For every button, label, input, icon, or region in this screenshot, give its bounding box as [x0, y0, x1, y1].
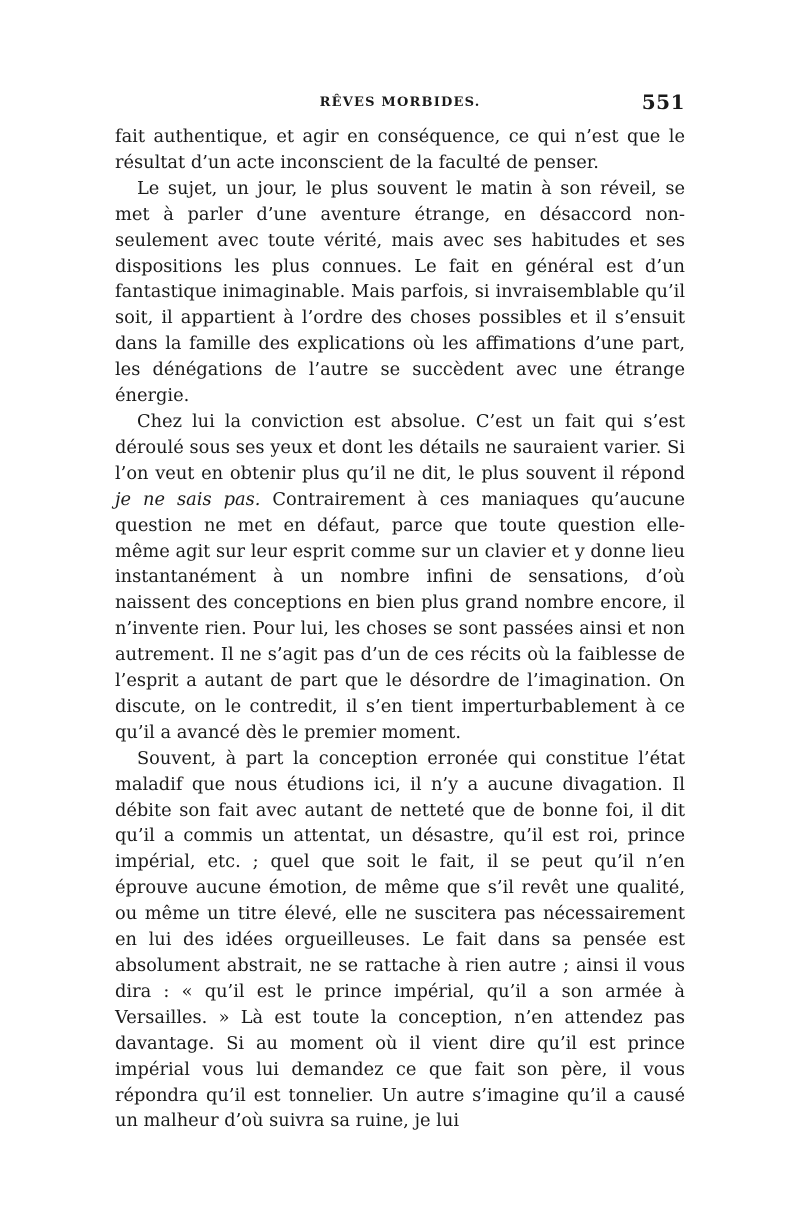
- paragraph-text: Contrairement à ces maniaques qu’aucune question ne met en défaut, parce que toute question elle-même agit sur leur esprit comme sur un clavier et y donne lieu instantanément à un nombre infini de sensations, d’où naissent des conceptions en bien plus grand nombre encore, il n’invente rien. Pour lui, les choses se sont passées ainsi et non autrement. Il ne s’agit pas d’un de ces récits où la faiblesse de l’esprit a autant de part que le désordre de l’imagination. On discute, on le contredit, il s’en tient imperturbablement à ce qu’il a avancé dès le premier moment.: [115, 488, 685, 743]
- paragraph: [115, 409, 685, 746]
- italic-quote: je ne sais pas.: [115, 488, 261, 510]
- book-page: [115, 92, 685, 1134]
- body-text: [115, 124, 685, 1134]
- running-head: [115, 92, 685, 118]
- paragraph: Souvent, à part la conception erronée qui constitue l’état maladif que nous étudions ici, il n’y a aucune divagation. Il débite son fait avec autant de netteté que de bonne foi, il dit qu’il a commis un attentat, un désastre, qu’il est roi, prince impérial, etc. ; quel que soit le fait, il se peut qu’il n’en éprouve aucune émotion, de même que s’il revêt une qualité, ou même un titre élevé, elle ne suscitera pas nécessairement en lui des idées orgueilleuses. Le fait dans sa pensée est absolument abstrait, ne se rattache à rien autre ; ainsi il vous dira : « qu’il est le prince impérial, qu’il a son armée à Versailles. » Là est toute la conception, n’en attendez pas davantage. Si au moment où il vient dire qu’il est prince impérial vous lui demandez ce que fait son père, il vous répondra qu’il est tonnelier. Un autre s’imagine qu’il a causé un malheur d’où suivra sa ruine, je lui: [115, 747, 685, 1132]
- page-number: 551: [641, 90, 685, 114]
- paragraph-text: Chez lui la conviction est absolue. C’est un fait qui s’est déroulé sous ses yeux et dont les détails ne sauraient varier. Si l’on veut en obtenir plus qu’il ne dit, le plus souvent il répond: [115, 410, 685, 484]
- paragraph-continuation: fait authentique, et agir en conséquence, ce qui n’est que le résultat d’un acte inconscient de la faculté de penser.: [115, 126, 685, 173]
- paragraph: Le sujet, un jour, le plus souvent le matin à son réveil, se met à parler d’une aventure étrange, en désaccord non-seulement avec toute vérité, mais avec ses habitudes et ses dispositions les plus connues. Le fait en général est d’un fantastique inimaginable. Mais parfois, si invraisemblable qu’il soit, il appartient à l’ordre des choses possibles et il s’ensuit dans la famille des explications où les affimations d’une part, les dénégations de l’autre se succèdent avec une étrange énergie.: [115, 177, 685, 407]
- running-title: RÊVES MORBIDES.: [319, 95, 481, 110]
